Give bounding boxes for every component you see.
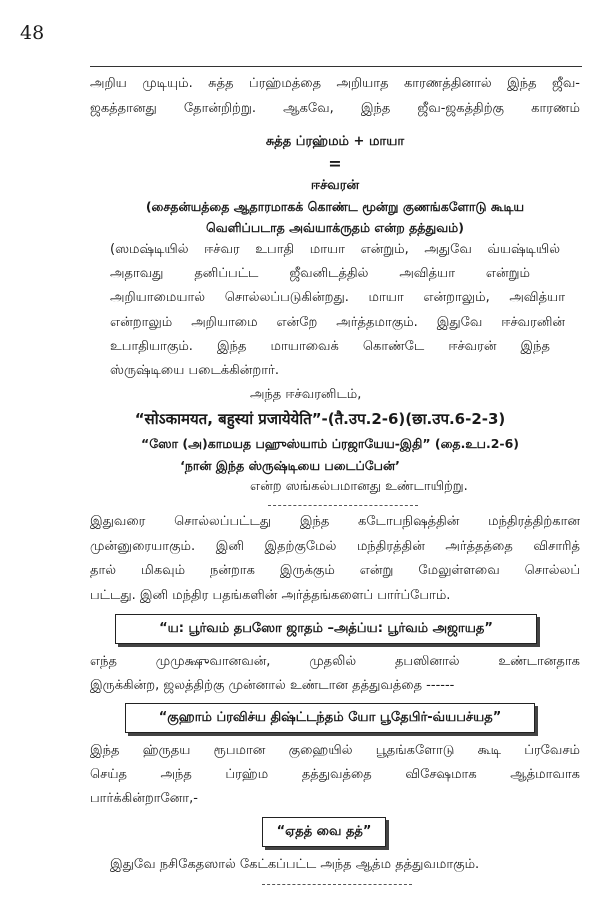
para5-line-3: பார்க்கின்றானோ,- (90, 791, 198, 806)
closing-line: இதுவே நசிகேதஸால் கேட்கப்பட்ட அந்த ஆத்ம தத்துவமாகும். (110, 857, 480, 872)
para5-line-1: இந்த ஹ்ருதய ரூபமான குஹையில் பூதங்களோடு கூடி ப்ரவேசம் (90, 743, 580, 758)
para5-line-2: செய்த அந்த ப்ரஹ்ம தத்துவத்தை விசேஷமாக ஆத்மாவாக (90, 767, 580, 782)
para3-line-2: முன்னுரையாகும். இனி இதற்குமேல் மந்திரத்தின் அர்த்தத்தை விசாரித் (90, 539, 580, 554)
sankalpa-line: என்ற ஸங்கல்பமானது உண்டாயிற்று. (250, 479, 468, 494)
para2-line-3: அறியாமையால் சொல்லப்படுகின்றது. மாயா என்றாலும், அவித்யா (110, 290, 565, 305)
mantra-box-3: “ஏதத் வை தத்” (262, 817, 386, 847)
bottom-separator (262, 884, 412, 885)
section-separator (268, 505, 418, 506)
page-number: 48 (20, 22, 45, 44)
equation-note-2: வெளிப்படாத அவ்யாக்ருதம் என்ற தத்துவம்) (206, 220, 464, 235)
para2-line-1: (ஸமஷ்டியில் ஈச்வர உபாதி மாயா என்றும், அதுவே வ்யஷ்டியில் (110, 242, 560, 257)
equation-note-1: (சைதன்யத்தை ஆதாரமாகக் கொண்ட மூன்று குணங்களோடு கூடிய (145, 199, 525, 214)
equation-result: ஈச்வரன் (310, 178, 360, 193)
para2-line-4: என்றாலும் அறியாமை என்றே அர்த்தமாகும். இதுவே ஈச்வரனின் (110, 315, 565, 330)
mantra-box-1: “ய: பூர்வம் தபஸோ ஜாதம் –அத்ப்ய: பூர்வம் அஜாயத” (115, 614, 537, 644)
tamil-quote: “ஸோ (அ)காமயத பஹுஸ்யாம் ப்ரஜாயேய-இதி” (தை.உப.2-6) (140, 436, 519, 451)
para4-line-2: இருக்கின்ற, ஜலத்திற்கு முன்னால் உண்டான தத்துவத்தை ------ (90, 678, 455, 693)
para2-line-2: அதாவது தனிப்பட்ட ஜீவனிடத்தில் அவித்யா என்றும் (110, 266, 530, 281)
para1-line-2: ஜகத்தானது தோன்றிற்று. ஆகவே, இந்த ஜீவ-ஜகத்திற்கு காரணம் (90, 101, 580, 116)
top-rule (90, 66, 582, 67)
para2-line-5: உபாதியாகும். இந்த மாயாவைக் கொண்டே ஈச்வரன் இந்த (110, 339, 550, 354)
mantra-box-2: “குஹாம் ப்ரவிச்ய திஷ்ட்டந்தம் யோ பூதேபிர்-வ்யபச்யத” (125, 703, 535, 733)
para1-line-1: அறிய முடியும். சுத்த ப்ரஹ்மத்தை அறியாத காரணத்தினால் இந்த ஜீவ- (90, 76, 580, 91)
sanskrit-quote: “सोऽकामयत, बहुस्यां प्रजायेयेति”-(तै.उप.2-6)(छा.उप.6-2-3) (134, 410, 506, 428)
para2-line-6: ஸ்ருஷ்டியை படைக்கின்றார். (110, 363, 279, 378)
para3-line-4: பட்டது. இனி மந்திர பதங்களின் அர்த்தங்களைப் பார்ப்போம். (90, 588, 451, 603)
intro-line: அந்த ஈச்வரனிடம், (250, 387, 362, 402)
equation-top: சுத்த ப்ரஹ்மம் + மாயா (265, 134, 405, 149)
para3-line-3: தால் மிகவும் நன்றாக இருக்கும் என்று மேலுள்ளவை சொல்லப் (90, 563, 580, 578)
tamil-meaning: ‘நான் இந்த ஸ்ருஷ்டியை படைப்பேன்’ (180, 458, 400, 473)
para3-line-1: இதுவரை சொல்லப்பட்டது இந்த கடோபநிஷத்தின் மந்திரத்திற்கான (90, 514, 580, 529)
equation-equals: = (328, 154, 342, 173)
para4-line-1: எந்த முமுக்ஷுவானவன், முதலில் தபஸினால் உண்டானதாக (90, 654, 580, 669)
